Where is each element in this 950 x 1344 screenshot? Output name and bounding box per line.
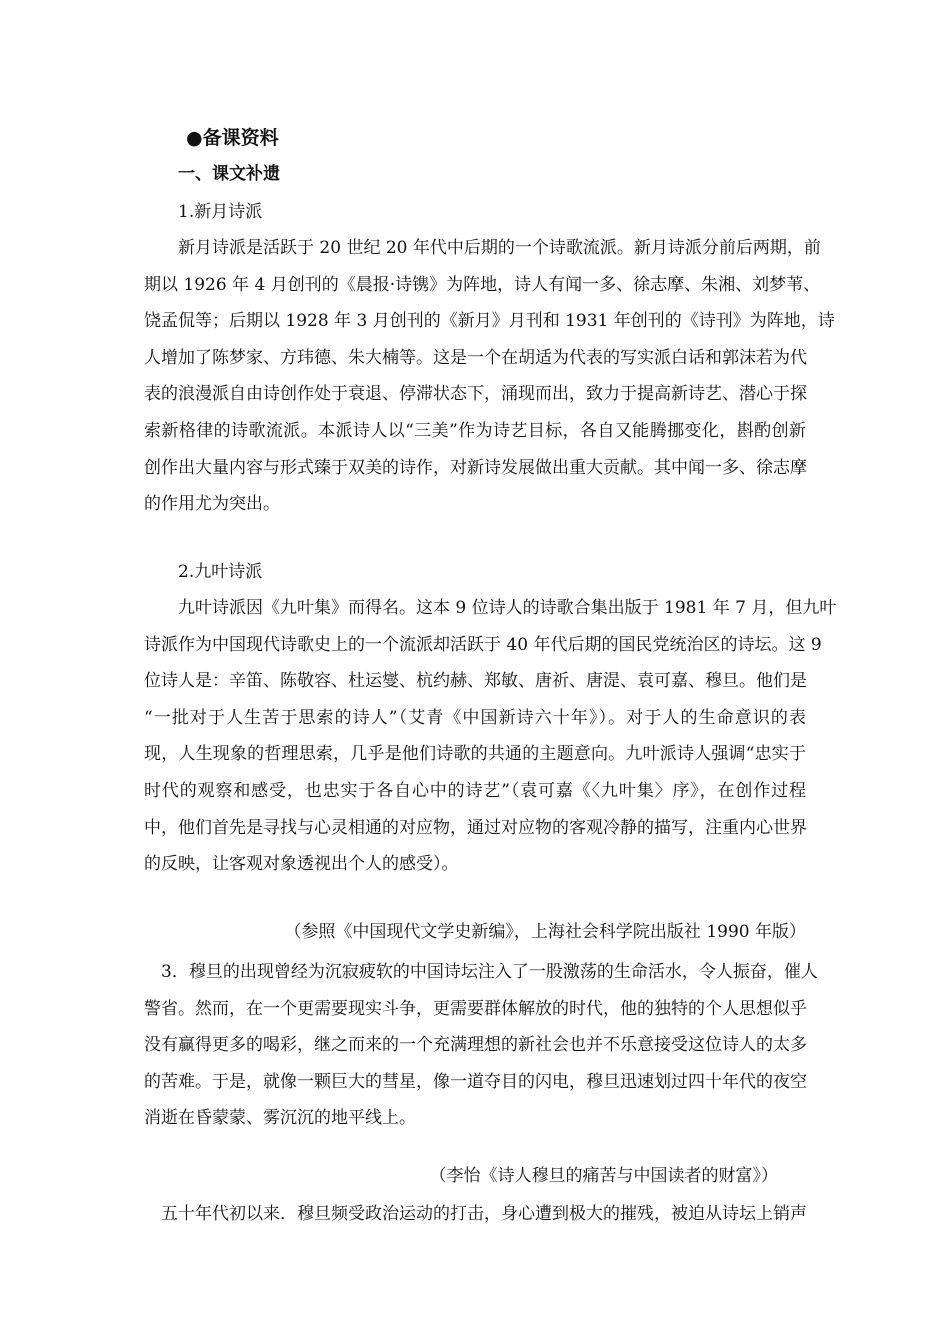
reference-citation: （李怡《诗人穆旦的痛苦与中国读者的财富》） [429,1166,778,1186]
paragraph-line: 期以 1926 年 4 月创刊的《晨报·诗镌》为阵地，诗人有闻一多、徐志摩、朱湘、刘梦苇、 [144,274,821,295]
paragraph-xinyue [144,230,835,523]
paragraph-line: 诗派作为中国现代诗歌史上的一个流派却活跃于 40 年代后期的国民党统治区的诗坛。这 9 [144,634,822,655]
section-heading: ●备课资料 [186,127,279,149]
paragraph-line: 时代的观察和感受，也忠实于各自心中的诗艺”（袁可嘉《〈九叶集〉序》，在创作过程 [144,780,806,801]
reference-citation: （参照《中国现代文学史新编》，上海社会科学院出版社 1990 年版） [284,922,806,942]
paragraph-line: 的反映，让客观对象透视出个人的感受）。 [144,854,459,875]
paragraph-line: 九叶诗派因《九叶集》而得名。这本 9 位诗人的诗歌合集出版于 1981 年 7 月，但九叶 [178,598,837,618]
paragraph-line: 3．穆旦的出现曾经为沉寂疲软的中国诗坛注入了一股激荡的生命活水，令人振奋，催人 [161,962,818,982]
subsection-title: 一、课文补遗 [178,164,280,184]
paragraph-line: 新月诗派是活跃于 20 世纪 20 年代中后期的一个诗歌流派。新月诗派分前后两期，前 [178,238,821,258]
paragraph-line: 表的浪漫派自由诗创作处于衰退、停滞状态下，涌现而出，致力于提高新诗艺、潜心于探 [144,384,807,405]
paragraph-line: 人增加了陈梦家、方玮德、朱大楠等。这是一个在胡适为代表的写实派白话和郭沫若为代 [144,347,807,368]
item-title-jiuye: 2.九叶诗派 [178,562,263,582]
paragraph-line: 消逝在昏蒙蒙、雾沉沉的地平线上。 [144,1108,416,1129]
paragraph-line: 五十年代初以来．穆旦频受政治运动的打击，身心遭到极大的摧残，被迫从诗坛上销声 [161,1204,807,1224]
paragraph-line: 位诗人是：辛笛、陈敬容、杜运燮、杭约赫、郑敏、唐祈、唐湜、袁可嘉、穆旦。他们是 [144,671,807,692]
paragraph-mudan [144,954,818,1137]
paragraph-line: 饶孟侃等；后期以 1928 年 3 月创刊的《新月》月刊和 1931 年创刊的《诗刊》为阵地，诗 [144,311,835,332]
item-title-xinyue: 1.新月诗派 [178,202,263,222]
paragraph-line: 创作出大量内容与形式臻于双美的诗作，对新诗发展做出重大贡献。其中闻一多、徐志摩 [144,457,807,478]
paragraph-line: 现，人生现象的哲理思索，几乎是他们诗歌的共通的主题意向。九叶派诗人强调“忠实于 [144,744,806,765]
paragraph-line: “一批对于人生苦于思索的诗人”（艾青《中国新诗六十年》）。对于人的生命意识的表 [144,707,806,728]
paragraph-fifties [144,1196,806,1233]
paragraph-line: 中，他们首先是寻找与心灵相通的对应物，通过对应物的客观冷静的描写，注重内心世界 [144,817,807,838]
paragraph-line: 的苦难。于是，就像一颗巨大的彗星，像一道夺目的闪电，穆旦迅速划过四十年代的夜空 [144,1071,807,1092]
paragraph-jiuye [144,590,837,883]
paragraph-line: 没有赢得更多的喝彩，继之而来的一个充满理想的新社会也并不乐意接受这位诗人的太多 [144,1035,807,1056]
paragraph-line: 索新格律的诗歌流派。本派诗人以“三美”作为诗艺目标，各自又能腾挪变化，斟酌创新 [144,420,806,441]
paragraph-line: 的作用尤为突出。 [144,494,280,515]
paragraph-line: 警省。然而，在一个更需要现实斗争，更需要群体解放的时代，他的独特的个人思想似乎 [144,998,807,1019]
